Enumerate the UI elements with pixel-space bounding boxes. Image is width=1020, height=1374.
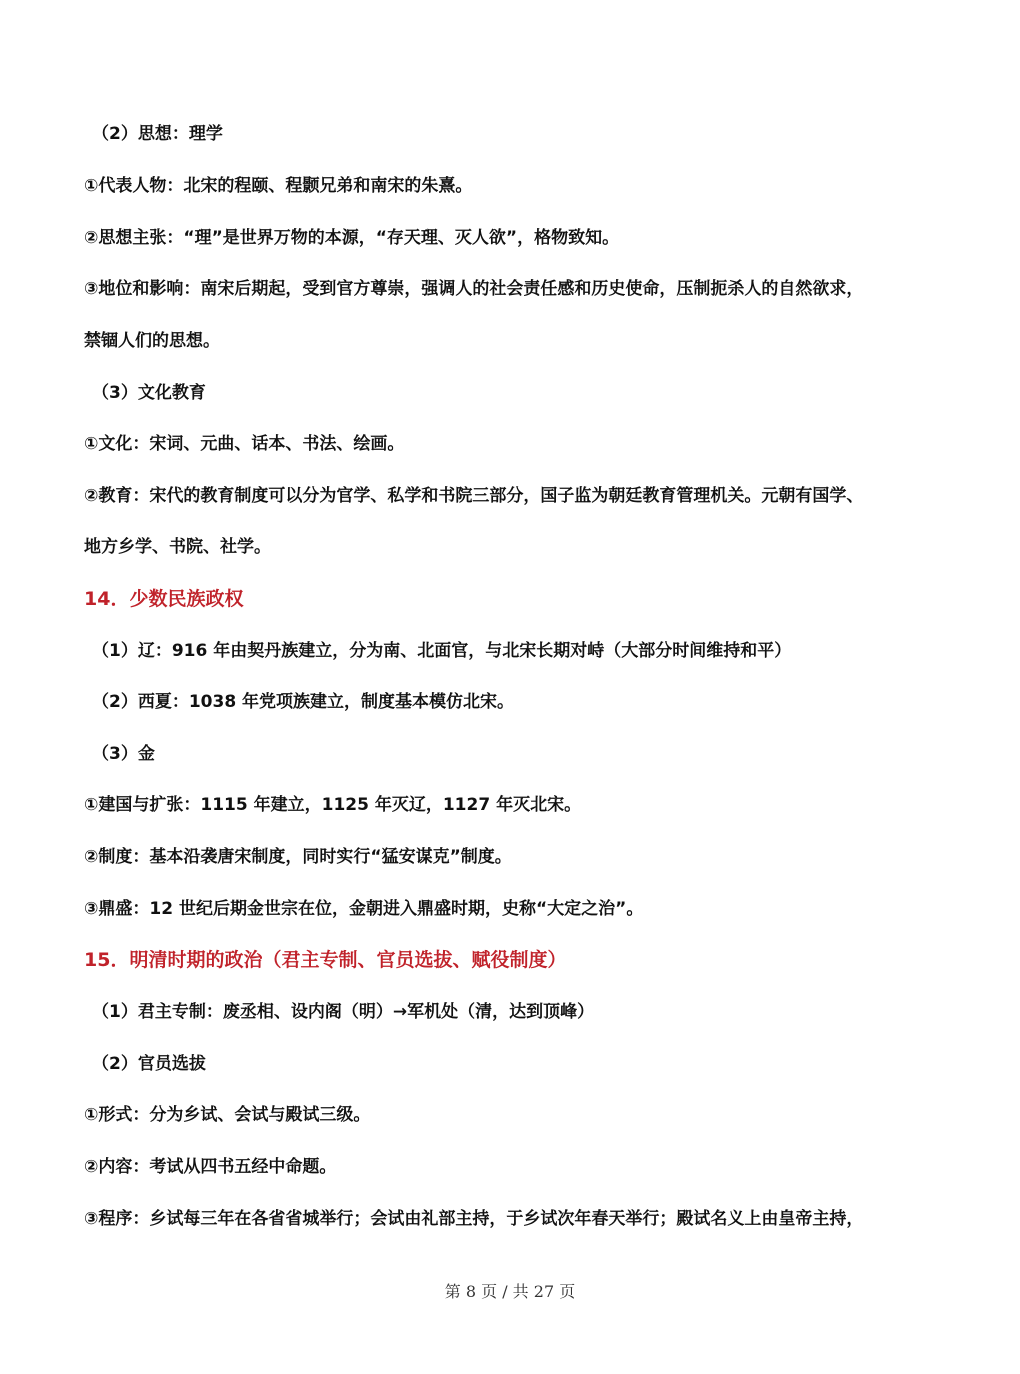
paragraph-line: ③地位和影响：南宋后期起，受到官方尊崇，强调人的社会责任感和历史使命，压制扼杀人的自然欲求， [84, 279, 864, 299]
paragraph-line: ①形式：分为乡试、会试与殿试三级。 [84, 1105, 371, 1125]
paragraph-line: ②教育：宋代的教育制度可以分为官学、私学和书院三部分，国子监为朝廷教育管理机关。元朝有国学、 [84, 486, 864, 506]
section-heading-15: 15．明清时期的政治（君主专制、官员选拔、赋役制度） [84, 949, 567, 971]
paragraph-line: 禁锢人们的思想。 [84, 331, 220, 351]
section-heading-14: 14．少数民族政权 [84, 588, 244, 610]
paragraph-line: ③鼎盛：12 世纪后期金世宗在位，金朝进入鼎盛时期，史称“大定之治”。 [84, 899, 644, 919]
paragraph-line: 地方乡学、书院、社学。 [84, 537, 271, 557]
subheading-thought: （2）思想：理学 [92, 124, 223, 144]
subheading-autocracy: （1）君主专制：废丞相、设内阁（明）→军机处（清，达到顶峰） [92, 1002, 595, 1022]
paragraph-line: ①代表人物：北宋的程颐、程颢兄弟和南宋的朱熹。 [84, 176, 473, 196]
page-number-footer: 第 8 页 / 共 27 页 [444, 1282, 576, 1301]
paragraph-line: ①文化：宋词、元曲、话本、书法、绘画。 [84, 434, 405, 454]
paragraph-line: ②制度：基本沿袭唐宋制度，同时实行“猛安谋克”制度。 [84, 847, 512, 867]
paragraph-line: ①建国与扩张：1115 年建立，1125 年灭辽，1127 年灭北宋。 [84, 795, 582, 815]
subheading-jin: （3）金 [92, 744, 155, 764]
paragraph-line: ②思想主张：“理”是世界万物的本源，“存天理、灭人欲”，格物致知。 [84, 228, 620, 248]
subheading-official-selection: （2）官员选拔 [92, 1054, 206, 1074]
paragraph-line: ③程序：乡试每三年在各省省城举行；会试由礼部主持，于乡试次年春天举行；殿试名义上由皇帝主持， [84, 1209, 864, 1229]
subheading-liao: （1）辽：916 年由契丹族建立，分为南、北面官，与北宋长期对峙（大部分时间维持和平） [92, 641, 792, 661]
subheading-culture-education: （3）文化教育 [92, 383, 206, 403]
paragraph-line: ②内容：考试从四书五经中命题。 [84, 1157, 337, 1177]
subheading-xixia: （2）西夏：1038 年党项族建立，制度基本模仿北宋。 [92, 692, 515, 712]
